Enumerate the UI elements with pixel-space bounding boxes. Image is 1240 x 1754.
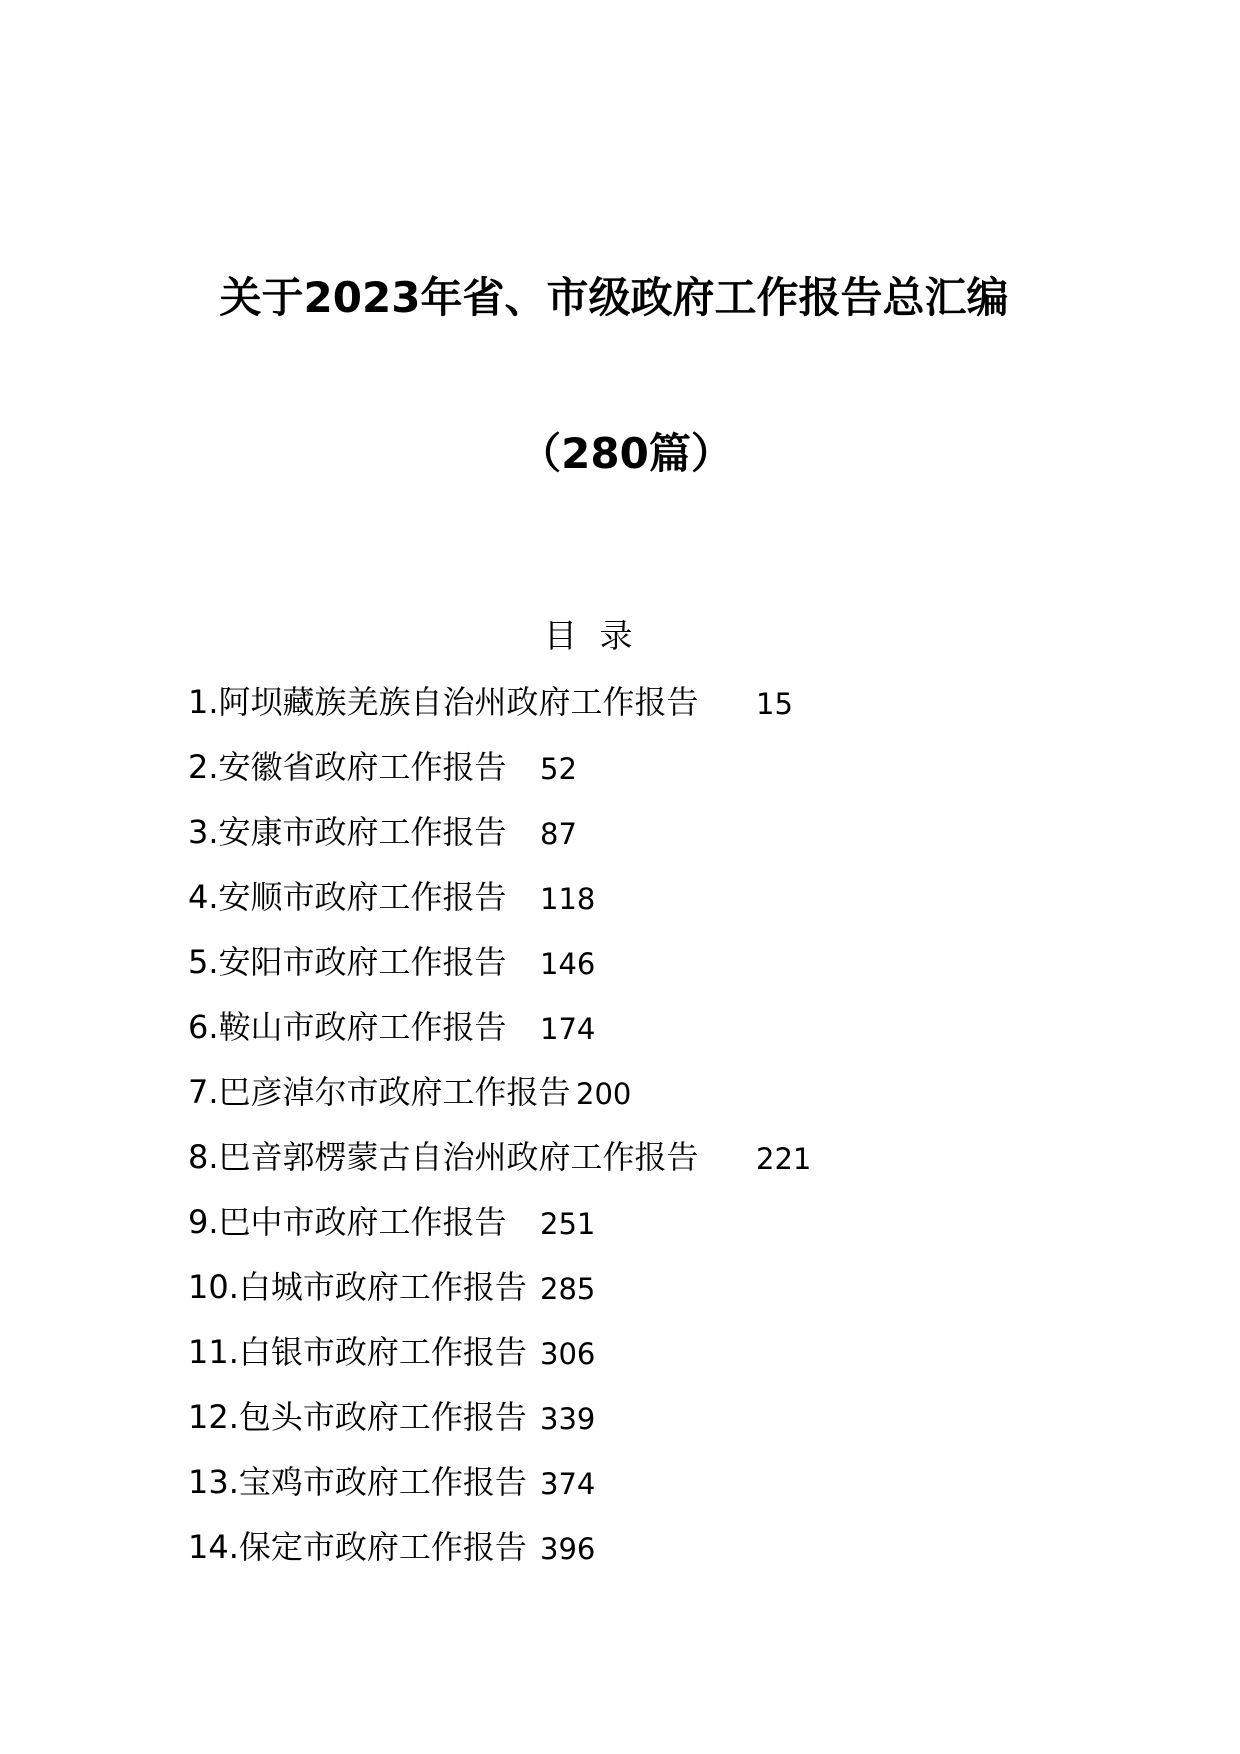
toc-item[interactable]	[188, 1133, 1188, 1198]
toc-item[interactable]	[188, 678, 1188, 743]
toc-item[interactable]	[188, 1328, 1188, 1393]
toc-item-title: 包头市政府工作报告	[238, 1398, 527, 1436]
toc-item[interactable]	[188, 743, 1188, 808]
toc-item-page: 251	[540, 1207, 596, 1241]
toc-item-title: 白城市政府工作报告	[238, 1268, 527, 1306]
toc-item-number: 9.	[188, 1203, 219, 1241]
toc-item-number: 11.	[188, 1333, 239, 1371]
toc-item-page: 306	[540, 1337, 596, 1371]
toc-list	[188, 678, 1188, 1588]
toc-item-number: 13.	[188, 1463, 239, 1501]
toc-item-number: 8.	[188, 1138, 219, 1176]
toc-item[interactable]	[188, 1393, 1188, 1458]
toc-item-number: 4.	[188, 878, 219, 916]
toc-heading: 目 录	[544, 616, 639, 655]
toc-item-page: 339	[540, 1402, 596, 1436]
toc-item-number: 14.	[188, 1528, 239, 1566]
toc-item-page: 52	[540, 752, 577, 786]
toc-item-title: 安康市政府工作报告	[218, 813, 507, 851]
toc-item-number: 10.	[188, 1268, 239, 1306]
toc-item[interactable]	[188, 1263, 1188, 1328]
toc-item-title: 阿坝藏族羌族自治州政府工作报告	[218, 683, 699, 721]
toc-item-number: 7.	[188, 1073, 219, 1111]
toc-item-page: 285	[540, 1272, 596, 1306]
toc-item-number: 5.	[188, 943, 219, 981]
toc-item-page: 174	[540, 1012, 596, 1046]
toc-item[interactable]	[188, 1523, 1188, 1588]
document-title: 关于2023年省、市级政府工作报告总汇编	[219, 273, 1009, 322]
toc-item-title: 宝鸡市政府工作报告	[238, 1463, 527, 1501]
document-subtitle: （280篇）	[519, 429, 733, 478]
toc-item-number: 12.	[188, 1398, 239, 1436]
toc-item[interactable]	[188, 873, 1188, 938]
toc-item-title: 巴音郭楞蒙古自治州政府工作报告	[218, 1138, 699, 1176]
toc-item-number: 1.	[188, 683, 219, 721]
toc-item[interactable]	[188, 1198, 1188, 1263]
toc-item-page: 118	[540, 882, 596, 916]
toc-item-title: 安顺市政府工作报告	[218, 878, 507, 916]
toc-item[interactable]	[188, 1068, 1188, 1133]
toc-item-title: 巴彦淖尔市政府工作报告	[218, 1073, 571, 1111]
toc-item-page: 87	[540, 817, 577, 851]
toc-item[interactable]	[188, 938, 1188, 1003]
toc-item-page: 15	[756, 687, 793, 721]
toc-item[interactable]	[188, 808, 1188, 873]
toc-item-page: 200	[576, 1077, 632, 1111]
toc-item-title: 保定市政府工作报告	[238, 1528, 527, 1566]
toc-item-page: 396	[540, 1532, 596, 1566]
toc-item-title: 白银市政府工作报告	[238, 1333, 527, 1371]
toc-item-page: 146	[540, 947, 596, 981]
toc-item-number: 6.	[188, 1008, 219, 1046]
toc-item-number: 2.	[188, 748, 219, 786]
toc-item-page: 221	[756, 1142, 812, 1176]
toc-item[interactable]	[188, 1458, 1188, 1523]
toc-item-title: 安徽省政府工作报告	[218, 748, 507, 786]
toc-item-title: 安阳市政府工作报告	[218, 943, 507, 981]
toc-item[interactable]	[188, 1003, 1188, 1068]
toc-item-title: 巴中市政府工作报告	[218, 1203, 507, 1241]
toc-item-title: 鞍山市政府工作报告	[218, 1008, 507, 1046]
toc-item-number: 3.	[188, 813, 219, 851]
toc-item-page: 374	[540, 1467, 596, 1501]
